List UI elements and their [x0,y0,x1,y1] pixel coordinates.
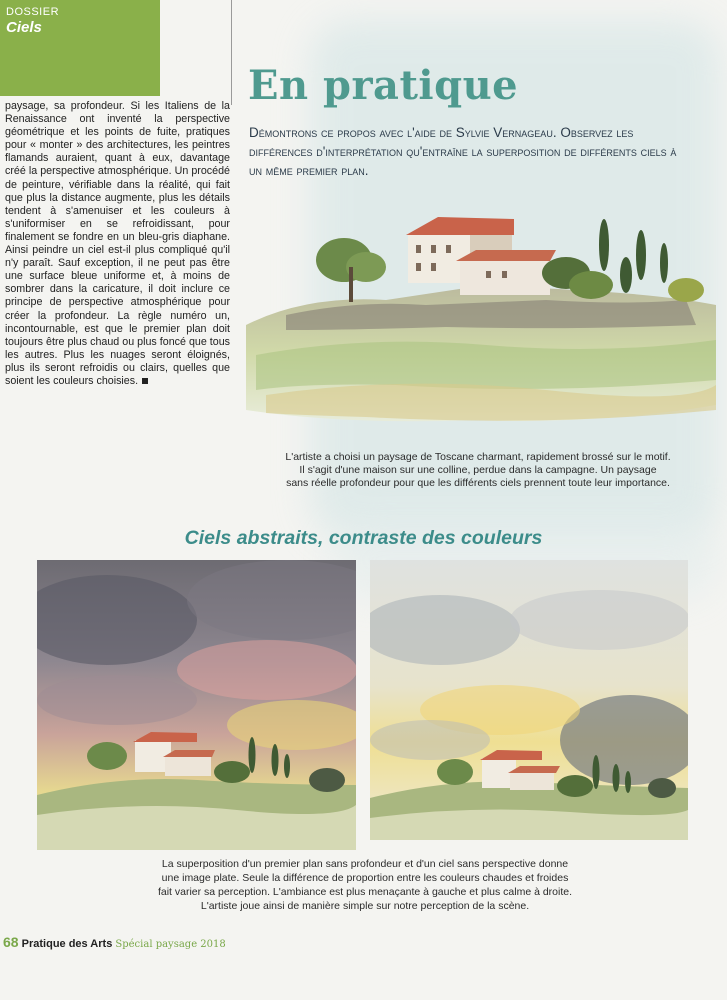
feature-deck: Démontrons ce propos avec l'aide de Sylvie Vernageau. Observez les différences d'interprétation qu'entraîne la superposition de différents ciels à un même premier plan. [249,125,677,178]
caption-bottom-line-3: fait varier sa perception. L'ambiance est plus menaçante à gauche et plus calme à droite. [157,886,573,898]
magazine-name: Pratique des Arts [21,938,113,950]
column-divider [231,0,232,105]
painting-tuscan-hill [246,205,716,445]
caption-bottom-line-4: L'artiste joue ainsi de manière simple sur notre perception de la scène. [200,900,530,912]
page-number: 68 [3,934,19,950]
dossier-title: Ciels [6,19,42,36]
article-body [5,100,230,388]
feature-headline: En pratique [248,62,519,109]
caption-top [250,451,706,490]
caption-top-line-2: Il s'agit d'une maison sur une colline, perdue dans la campagne. Un paysage [299,464,657,476]
caption-bottom-line-1: La superposition d'un premier plan sans profondeur et d'un ciel sans perspective donne [161,858,569,870]
end-mark-icon [142,378,148,384]
painting-stormy-sky [37,560,356,850]
page-footer [3,934,226,950]
section-title: Ciels abstraits, contraste des couleurs [184,527,543,549]
dossier-kicker: DOSSIER [6,6,60,18]
issue-name: Spécial paysage 2018 [115,939,226,950]
article-text: paysage, sa profondeur. Si les Italiens de la Renaissance ont inventé la perspective géométrique et les points de fuite, pratiques pour « monter » des architectures, les peintres flamands auraient, quant à eux, davantage créé la perspective atmosphérique. Un procédé de peinture, vérifiable dans la réalité, qui fait que plus la distance augmente, plus les détails tendent à s'amenuiser et les couleurs à s'uniformiser en se refroidissant, pour finalement se fondre en un bleu-gris diaphane. Ainsi peindre un ciel est-il plus compliqué qu'il n'y paraît. Sauf exception, il ne peut pas être une surface bleue uniforme et, à moins de sombrer dans la caricature, il doit inclure ce principe de perspective atmosphérique pour créer la profondeur. La règle numéro un, incontournable, est que le premier plan doit toujours être plus chaud ou plus foncé que tous les autres. Plus les nuages seront éloignés, plus ils seront refroidis ou clairs, quelles que soient les couleurs choisies. [5,100,230,387]
caption-top-line-1: L'artiste a choisi un paysage de Toscane charmant, rapidement brossé sur le motif. [285,451,671,463]
caption-bottom [150,857,580,913]
painting-calm-sky [370,560,688,840]
caption-bottom-line-2: une image plate. Seule la différence de proportion entre les couleurs chaudes et froides [161,872,569,884]
dossier-tab [0,0,160,96]
caption-top-line-3: sans réelle profondeur pour que les différents ciels prennent toute leur importance. [286,477,670,489]
